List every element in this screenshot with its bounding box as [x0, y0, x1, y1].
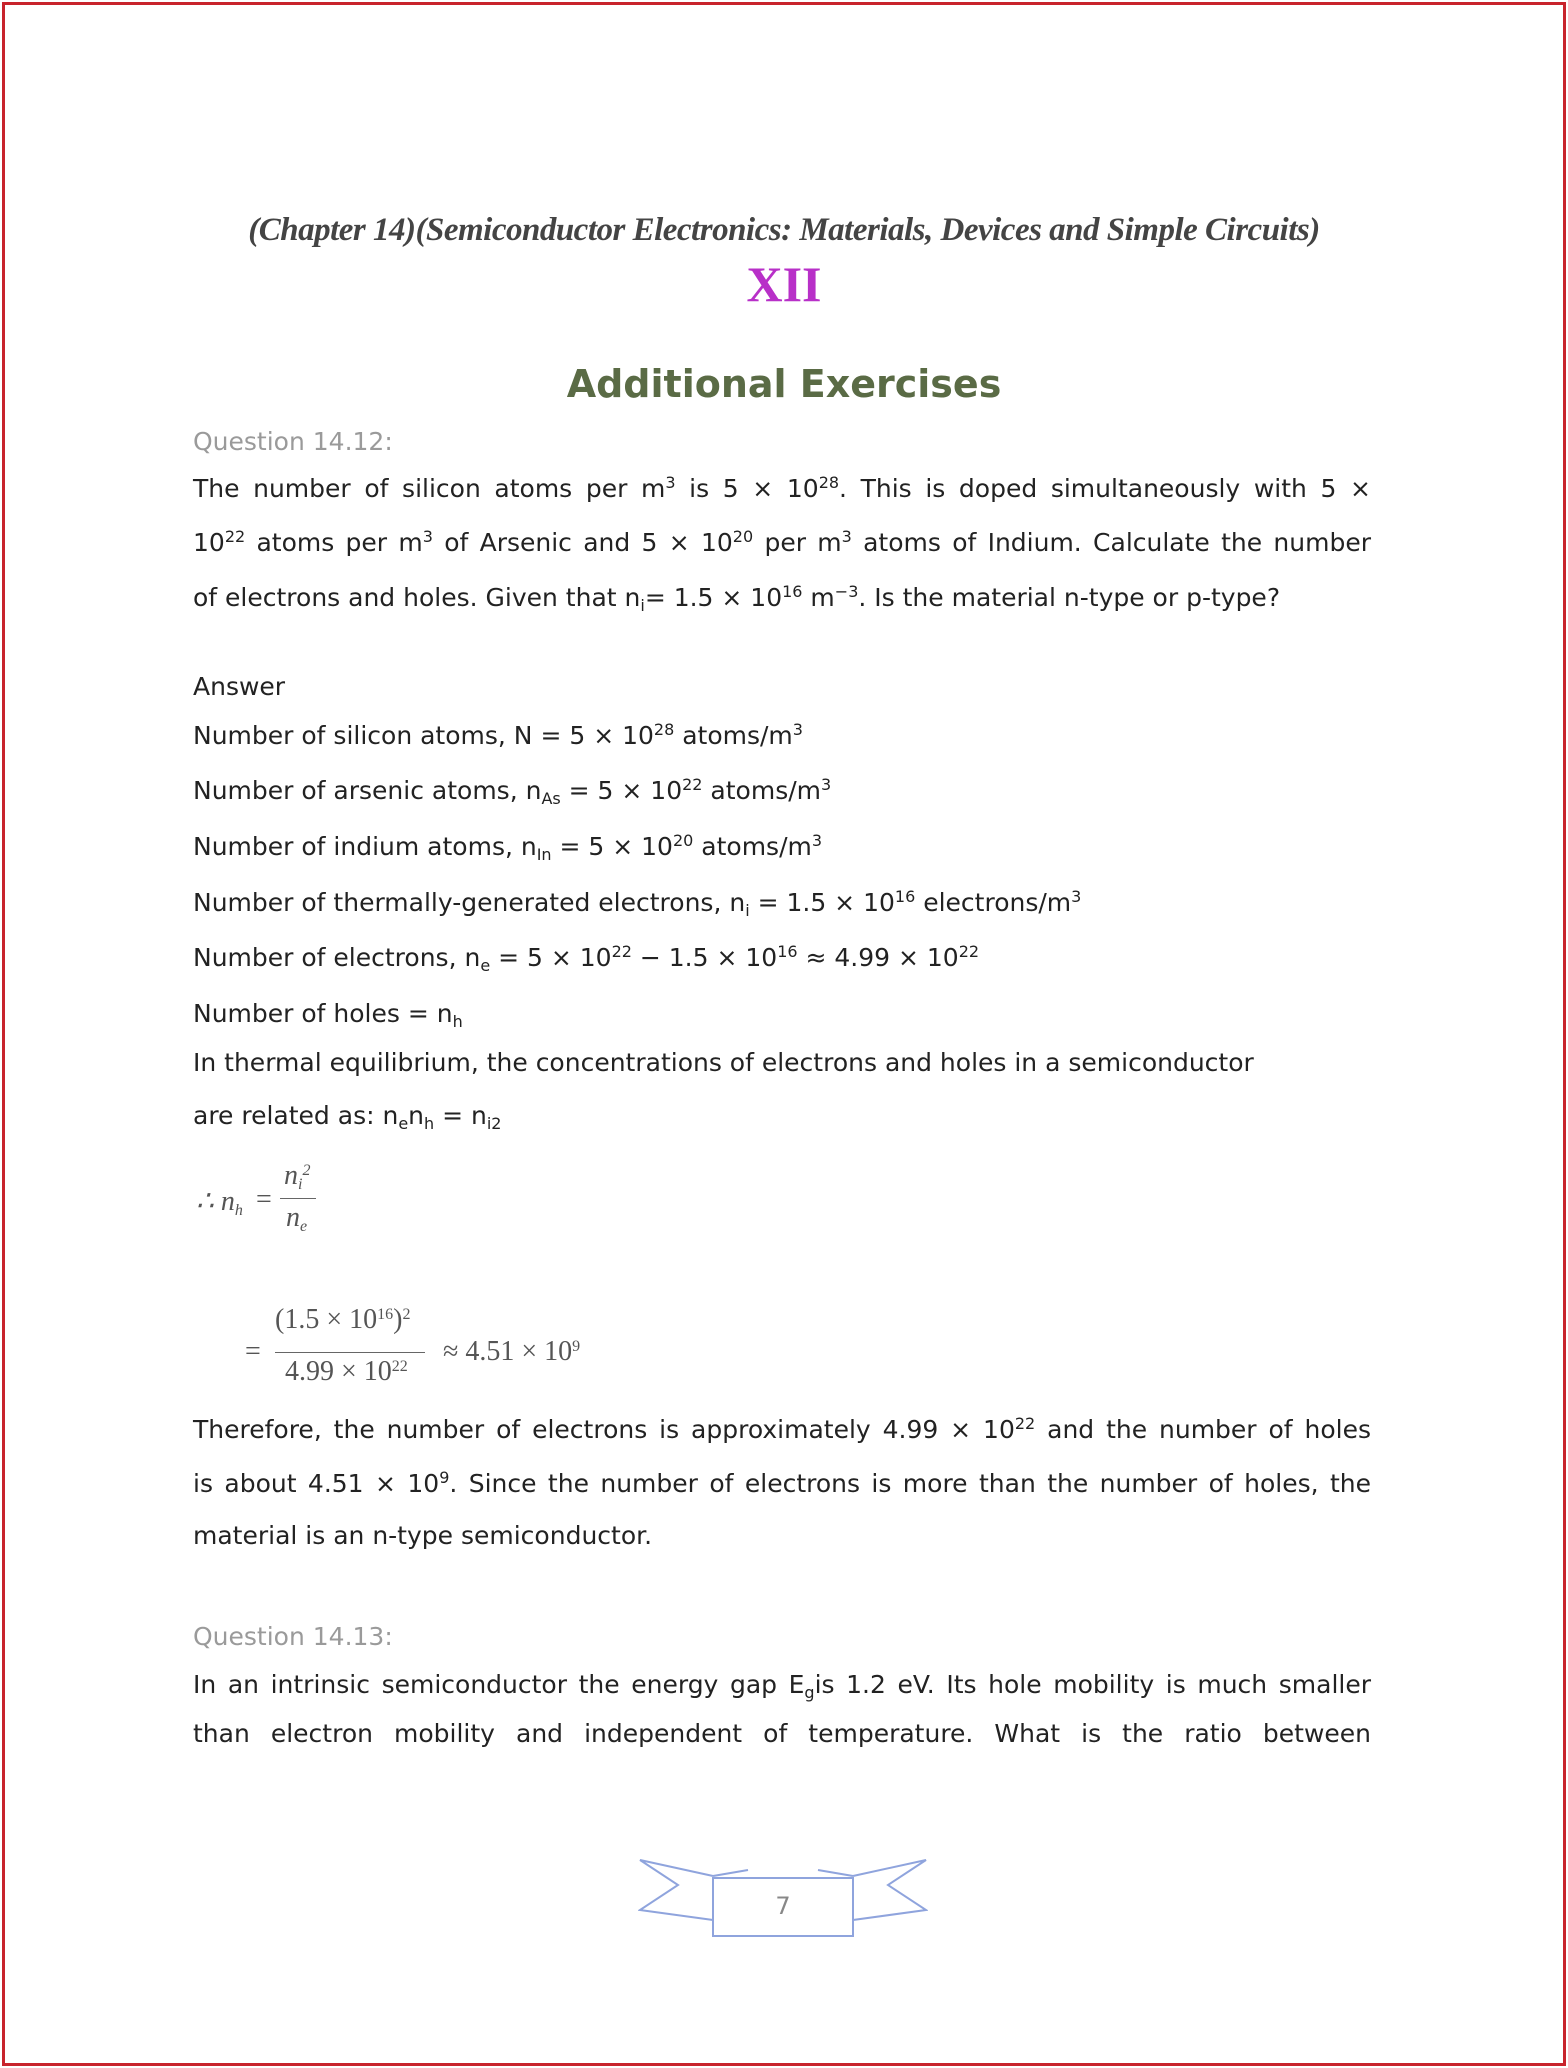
- question-label: Question 14.13:: [193, 1622, 393, 1651]
- question-line: [193, 528, 1371, 557]
- subscript: h: [424, 1114, 435, 1133]
- class-label: XII: [746, 256, 822, 312]
- text-run: n: [408, 1101, 425, 1130]
- superscript: 16: [777, 942, 798, 961]
- superscript: 22: [958, 942, 980, 961]
- text-run: . Is the material n-type or p-type?: [858, 583, 1281, 612]
- superscript: 28: [818, 473, 840, 492]
- subscript: In: [536, 845, 552, 864]
- superscript: 22: [611, 942, 632, 961]
- text-run: than electron mobility and independent of temperature. What is the ratio between: [193, 1719, 1371, 1748]
- subscript: As: [541, 789, 561, 808]
- superscript: 3: [1071, 887, 1082, 906]
- superscript: 3: [821, 775, 832, 794]
- superscript: 3: [665, 473, 676, 492]
- superscript: −3: [834, 582, 859, 601]
- subscript: e: [480, 956, 491, 975]
- text-run: is about 4.51 × 10: [193, 1469, 440, 1498]
- text-run: = 5 × 10: [551, 832, 673, 861]
- text-run: is 1.2 eV. Its hole mobility is much smaller: [814, 1670, 1371, 1699]
- question-line: [193, 582, 1281, 615]
- subscript: g: [804, 1683, 815, 1702]
- subscript: i: [745, 901, 750, 920]
- text-run: Number of arsenic atoms, n: [193, 776, 542, 805]
- answer-line: [193, 775, 832, 808]
- answer-label: Answer: [193, 672, 286, 701]
- answer-line: [193, 831, 823, 864]
- text-run: atoms of Indium. Calculate the number: [851, 528, 1371, 557]
- superscript: 22: [1014, 1414, 1036, 1433]
- text-run: of electrons and holes. Given that n: [193, 583, 641, 612]
- text-run: Number of thermally-generated electrons, n: [193, 888, 746, 917]
- text-run: electrons/m: [915, 888, 1072, 917]
- superscript: 3: [811, 831, 823, 850]
- superscript: 20: [732, 527, 754, 546]
- section-heading: Additional Exercises: [566, 362, 1002, 406]
- text-run: Number of indium atoms, n: [193, 832, 537, 861]
- superscript: 3: [841, 527, 852, 546]
- answer-line: [193, 999, 463, 1031]
- subscript: h: [452, 1012, 463, 1031]
- text-run: Number of holes = n: [193, 999, 453, 1028]
- text-run: . Since the number of electrons is more than the number of holes, the: [449, 1469, 1372, 1498]
- subscript: i2: [486, 1114, 502, 1133]
- text-run: is 5 × 10: [675, 474, 819, 503]
- superscript: 22: [224, 527, 246, 546]
- text-run: = 5 × 10: [560, 776, 683, 805]
- text-run: atoms per m: [245, 528, 423, 557]
- superscript: 28: [653, 720, 675, 739]
- superscript: 9: [439, 1468, 450, 1487]
- text-run: of Arsenic and 5 × 10: [432, 528, 733, 557]
- text-run: Number of silicon atoms, N = 5 × 10: [193, 721, 654, 750]
- text-run: per m: [753, 528, 842, 557]
- answer-line: [193, 942, 980, 975]
- text-run: = n: [434, 1101, 487, 1130]
- text-run: are related as: n: [193, 1101, 399, 1130]
- superscript: 22: [682, 775, 703, 794]
- text-run: = 5 × 10: [490, 943, 612, 972]
- text-run: − 1.5 × 10: [631, 943, 778, 972]
- text-run: In thermal equilibrium, the concentrations of electrons and holes in a semiconductor: [193, 1048, 1254, 1077]
- text-run: m: [802, 583, 835, 612]
- text-run: . This is doped simultaneously with 5 ×: [839, 474, 1371, 503]
- superscript: 3: [792, 720, 803, 739]
- superscript: 16: [894, 887, 916, 906]
- chapter-title: (Chapter 14)(Semiconductor Electronics: Materials, Devices and Simple Circuits): [248, 212, 1320, 248]
- text-run: Number of electrons, n: [193, 943, 481, 972]
- text-run: = 1.5 × 10: [644, 583, 783, 612]
- text-run: atoms/m: [693, 832, 812, 861]
- question-line: [193, 474, 1371, 503]
- text-run: Therefore, the number of electrons is approximately 4.99 × 10: [193, 1415, 1015, 1444]
- text-run: = 1.5 × 10: [749, 888, 895, 917]
- text-run: ≈ 4.99 × 10: [797, 943, 959, 972]
- text-run: atoms/m: [674, 721, 793, 750]
- text-run: In an intrinsic semiconductor the energy gap E: [193, 1670, 805, 1699]
- text-run: material is an n-type semiconductor.: [193, 1521, 653, 1550]
- text-run: The number of silicon atoms per m: [193, 474, 666, 503]
- formula-nh: ∴ $n_h$ = $n_i^2$ $n_e$: [196, 1160, 336, 1240]
- superscript: 3: [422, 527, 433, 546]
- text-run: and the number of holes: [1035, 1415, 1371, 1444]
- conclusion-line: [193, 1521, 652, 1550]
- answer-line: [193, 1048, 1254, 1077]
- formula-holes: = $(1.5 \times 10^{16})^2$ $4.99 \times 10^{22}$ ≈ $4.51 \times 10^9$: [245, 1304, 581, 1387]
- answer-line: [193, 1101, 502, 1133]
- question-label: Question 14.12:: [193, 427, 393, 456]
- conclusion-line: [193, 1469, 1371, 1498]
- page-number-ribbon: [638, 1850, 928, 1940]
- answer-line: [193, 721, 803, 750]
- answer-line: [193, 887, 1082, 920]
- subscript: e: [398, 1114, 409, 1133]
- superscript: 16: [782, 582, 803, 601]
- question-line: [193, 1670, 1371, 1702]
- text-run: 10: [193, 528, 225, 557]
- text-run: atoms/m: [702, 776, 822, 805]
- question-line: [193, 1719, 1371, 1748]
- subscript: i: [640, 596, 645, 615]
- conclusion-line: [193, 1415, 1371, 1444]
- page-number: 7: [775, 1892, 791, 1920]
- superscript: 20: [672, 831, 694, 850]
